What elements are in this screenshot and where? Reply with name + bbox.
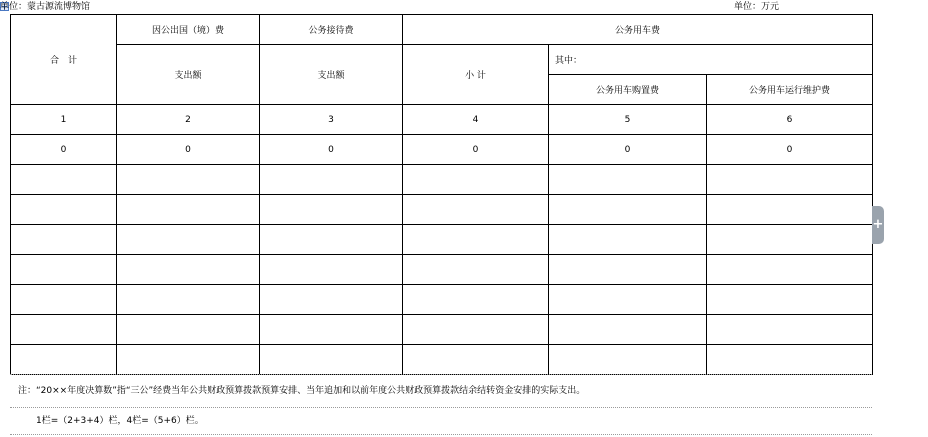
empty-cell[interactable]	[117, 285, 260, 315]
empty-cell[interactable]	[11, 285, 117, 315]
header-of-which: 其中：	[549, 45, 873, 75]
empty-row	[11, 255, 873, 285]
empty-cell[interactable]	[403, 315, 549, 345]
value-cell[interactable]: 0	[549, 135, 707, 165]
divider	[10, 434, 872, 435]
empty-cell[interactable]	[549, 315, 707, 345]
empty-cell[interactable]	[403, 285, 549, 315]
empty-cell[interactable]	[403, 255, 549, 285]
divider	[10, 407, 872, 408]
empty-cell[interactable]	[117, 315, 260, 345]
column-number: 5	[549, 105, 707, 135]
empty-row	[11, 195, 873, 225]
empty-cell[interactable]	[260, 225, 403, 255]
header-vehicle-purchase: 公务用车购置费	[549, 75, 707, 105]
empty-cell[interactable]	[11, 255, 117, 285]
empty-row	[11, 165, 873, 195]
empty-cell[interactable]	[549, 285, 707, 315]
unit-label-right: 单位：万元	[734, 2, 780, 12]
empty-cell[interactable]	[403, 195, 549, 225]
header-vehicle-expense: 公务用车费	[403, 15, 873, 45]
empty-cell[interactable]	[11, 315, 117, 345]
empty-cell[interactable]	[260, 345, 403, 375]
value-row	[11, 135, 873, 165]
header-total: 合 计	[11, 15, 117, 105]
note-formula: 1栏=（2+3+4）栏，4栏=（5+6）栏。	[36, 416, 204, 426]
empty-cell[interactable]	[403, 345, 549, 375]
empty-cell[interactable]	[707, 195, 873, 225]
value-cell[interactable]: 0	[403, 135, 549, 165]
header-vehicle-subtotal: 小 计	[403, 45, 549, 105]
header-abroad-amount: 支出额	[117, 45, 260, 105]
empty-cell[interactable]	[260, 195, 403, 225]
empty-cell[interactable]	[707, 345, 873, 375]
divider	[10, 374, 872, 375]
empty-cell[interactable]	[403, 225, 549, 255]
empty-cell[interactable]	[549, 255, 707, 285]
column-number-row	[11, 105, 873, 135]
column-number: 2	[117, 105, 260, 135]
empty-rows	[11, 165, 873, 375]
column-number: 3	[260, 105, 403, 135]
empty-cell[interactable]	[117, 195, 260, 225]
header-abroad-expense: 因公出国（境）费	[117, 15, 260, 45]
empty-cell[interactable]	[707, 285, 873, 315]
header-vehicle-maintenance: 公务用车运行维护费	[707, 75, 873, 105]
empty-row	[11, 315, 873, 345]
header-reception-amount: 支出额	[260, 45, 403, 105]
empty-cell[interactable]	[11, 165, 117, 195]
empty-row	[11, 225, 873, 255]
empty-cell[interactable]	[549, 195, 707, 225]
empty-cell[interactable]	[11, 195, 117, 225]
empty-cell[interactable]	[403, 165, 549, 195]
note-definition: 注：“20××年度决算数”指“三公”经费当年公共财政预算拨款预算安排、当年追加和以前年度公共财政预算拨款结余结转资金安排的实际支出。	[18, 386, 586, 396]
value-cell[interactable]: 0	[707, 135, 873, 165]
column-number: 6	[707, 105, 873, 135]
empty-cell[interactable]	[260, 315, 403, 345]
empty-cell[interactable]	[117, 165, 260, 195]
column-number: 4	[403, 105, 549, 135]
empty-cell[interactable]	[260, 255, 403, 285]
empty-row	[11, 285, 873, 315]
empty-cell[interactable]	[11, 345, 117, 375]
unit-label-left: 单位：蒙古源流博物馆	[0, 2, 91, 12]
empty-cell[interactable]	[707, 255, 873, 285]
three-public-expenses-table	[10, 14, 873, 375]
empty-cell[interactable]	[707, 165, 873, 195]
empty-cell[interactable]	[549, 225, 707, 255]
empty-cell[interactable]	[549, 165, 707, 195]
empty-cell[interactable]	[707, 315, 873, 345]
empty-cell[interactable]	[260, 285, 403, 315]
header-reception-expense: 公务接待费	[260, 15, 403, 45]
value-cell[interactable]: 0	[260, 135, 403, 165]
expand-handle-button[interactable]	[872, 206, 884, 244]
empty-cell[interactable]	[549, 345, 707, 375]
empty-row	[11, 345, 873, 375]
value-cell[interactable]: 0	[11, 135, 117, 165]
empty-cell[interactable]	[117, 345, 260, 375]
value-cell[interactable]: 0	[117, 135, 260, 165]
empty-cell[interactable]	[117, 225, 260, 255]
empty-cell[interactable]	[260, 165, 403, 195]
empty-cell[interactable]	[117, 255, 260, 285]
empty-cell[interactable]	[707, 225, 873, 255]
plus-icon: +	[872, 217, 884, 232]
column-number: 1	[11, 105, 117, 135]
empty-cell[interactable]	[11, 225, 117, 255]
